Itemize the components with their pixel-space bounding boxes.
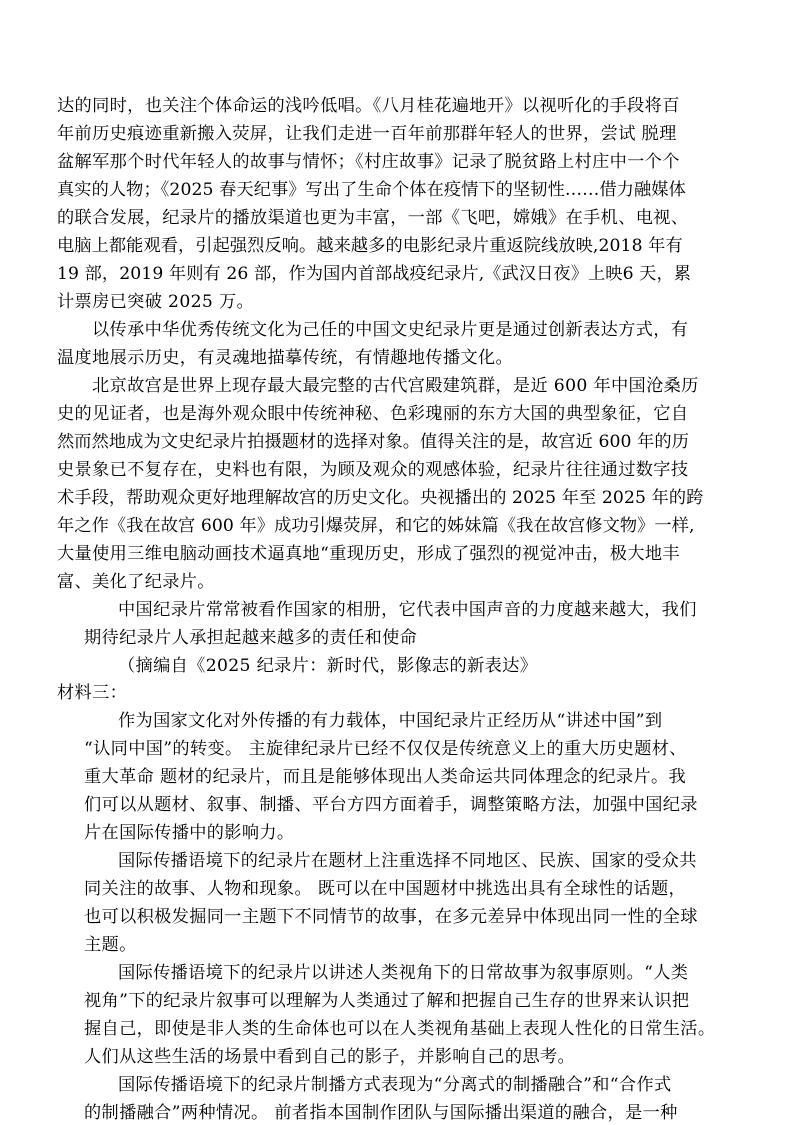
text-line: 盆解军那个时代年轻人的故事与情怀；《村庄故事》记录了脱贫路上村庄中一个个 — [57, 152, 680, 172]
text-line: 中国纪录片常常被看作国家的相册，它代表中国声音的力度越来越大，我们 — [118, 600, 697, 620]
text-line: 真实的人物；《2025 春天纪事》写出了生命个体在疫情下的坚韧性……借力融媒体 — [57, 180, 686, 200]
text-line: 国际传播语境下的纪录片以讲述人类视角下的日常故事为叙事原则。“人类 — [118, 963, 689, 983]
text-line: 也可以积极发掘同一主题下不同情节的故事，在多元差异中体现出同一性的全球 — [84, 907, 698, 927]
text-line: 年之作《我在故宫 600 年》成功引爆荧屏，和它的姊妹篇《我在故宫修文物》一样, — [57, 516, 695, 536]
text-line: 的联合发展，纪录片的播放渠道也更为丰富，一部《飞吧，嫦娥》在手机、电视、 — [57, 208, 689, 228]
text-line: 作为国家文化对外传播的有力载体，中国纪录片正经历从“讲述中国”到 — [118, 711, 663, 731]
text-line: 的制播融合”两种情况。 前者指本国制作团队与国际播出渠道的融合，是一种 — [84, 1103, 678, 1123]
text-line: 期待纪录片人承担起越来越多的责任和使命 — [84, 628, 418, 648]
text-line: 人们从这些生活的场景中看到自己的影子，并影响自己的思考。 — [84, 1047, 576, 1067]
text-line: 握自己，即使是非人类的生命体也可以在人类视角基础上表现人性化的日常生活。 — [84, 1019, 716, 1039]
text-line: 以传承中华优秀传统文化为己任的中国文史纪录片更是通过创新表达方式，有 — [92, 320, 689, 340]
text-line: 温度地展示历史，有灵魂地描摹传统，有情趣地传播文化。 — [57, 348, 513, 368]
text-line: 达的同时，也关注个体命运的浅吟低唱。《八月桂花遍地开》以视听化的手段将百 — [57, 96, 680, 116]
text-line: 主题。 — [84, 935, 137, 955]
text-line: 19 部，2019 年则有 26 部，作为国内首部战疫纪录片,《武汉日夜》上映6 天，累 — [57, 264, 692, 284]
text-line: 术手段，帮助观众更好地理解故宫的历史文化。央视播出的 2025 年至 2025 年的跨 — [57, 488, 704, 508]
text-line: 史的见证者，也是海外观众眼中传统神秘、色彩瑰丽的东方大国的典型象征，它自 — [57, 404, 689, 424]
text-line: “认同中国”的转变。 主旋律纪录片已经不仅仅是传统意义上的重大历史题材、 — [84, 739, 687, 759]
text-line: 片在国际传播中的影响力。 — [84, 823, 295, 843]
text-line: 然而然地成为文史纪录片拍摄题材的选择对象。值得关注的是，故宫近 600 年的历 — [57, 432, 690, 452]
text-line: 们可以从题材、叙事、制播、平台方四方面着手，调整策略方法，加强中国纪录 — [84, 795, 698, 815]
text-line: 计票房已突破 2025 万。 — [57, 292, 255, 312]
source-citation: （摘编自《2025 纪录片：新时代，影像志的新表达》 — [118, 656, 538, 676]
text-line: 国际传播语境下的纪录片制播方式表现为“分离式的制播融合”和“合作式 — [118, 1075, 672, 1095]
text-line: 国际传播语境下的纪录片在题材上注重选择不同地区、民族、国家的受众共 — [118, 851, 697, 871]
text-line: 史景象已不复存在，史料也有限，为顾及观众的观感体验，纪录片往往通过数字技 — [57, 460, 689, 480]
text-line: 富、美化了纪录片。 — [57, 572, 215, 592]
text-line: 北京故宫是世界上现存最大最完整的古代宫殿建筑群，是近 600 年中国沧桑历 — [92, 376, 699, 396]
text-line: 视角”下的纪录片叙事可以理解为人类通过了解和把握自己生存的世界来认识把 — [84, 991, 690, 1011]
text-line: 重大革命 题材的纪录片，而且是能够体现出人类命运共同体理念的纪录片。我 — [84, 767, 687, 787]
section-label: 材料三： — [57, 683, 128, 703]
text-line: 电脑上都能观看，引起强烈反响。越来越多的电影纪录片重返院线放映,2018 年有 — [57, 236, 683, 256]
text-line: 大量使用三维电脑动画技术逼真地“重现历史，形成了强烈的视觉冲击，极大地丰 — [57, 544, 680, 564]
text-line: 同关注的故事、人物和现象。 既可以在中国题材中挑选出具有全球性的话题， — [84, 879, 687, 899]
text-line: 年前历史痕迹重新搬入荧屏，让我们走进一百年前那群年轻人的世界，尝试 脱理 — [57, 124, 677, 144]
